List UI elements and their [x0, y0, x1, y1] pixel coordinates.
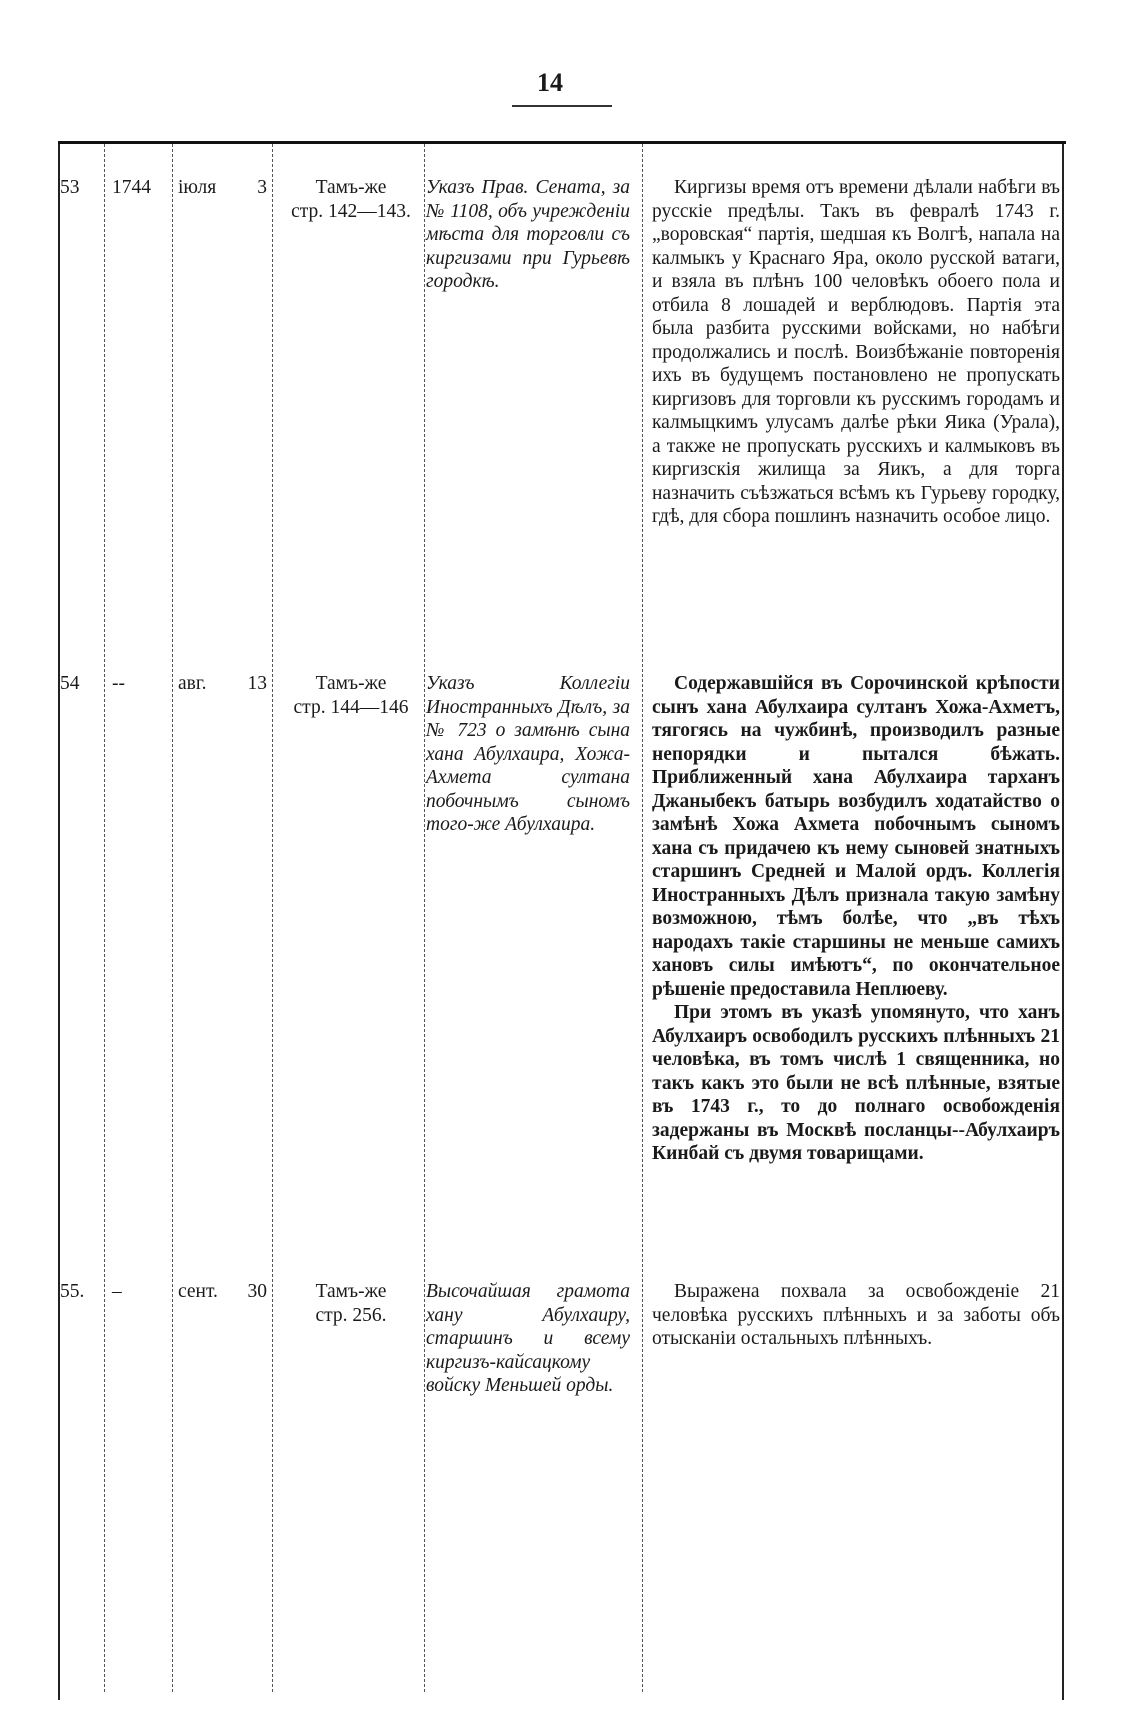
- reference-source: Тамъ-же: [315, 1281, 387, 1302]
- column-divider-year: [172, 144, 173, 1692]
- page-number: 14: [537, 68, 563, 97]
- column-divider-document: [642, 144, 643, 1692]
- entry-reference: [278, 672, 424, 719]
- reference-source: Тамъ-же: [315, 177, 387, 198]
- entry-content: [652, 176, 1060, 529]
- content-paragraph: Киргизы время отъ времени дѣлали набѣги въ русскіе предѣлы. Такъ въ февралѣ 1743 г. „воровская“ партія, шедшая къ Волгѣ, напала на калмыкъ у Краснаго Яра, около русской ватаги, и взяла въ плѣнъ 100 человѣкъ обоего пола и отбила 8 лошадей и верблюдовъ. Партія эта была разбита русскими войсками, но набѣги продолжались и послѣ. Воизбѣжаніе повторенія ихъ въ будущемъ постановлено не пропускать киргизовъ для торговли къ русскимъ городамъ и калмыцкимъ улусамъ далѣе рѣки Яика (Урала), а также не пропускать русскихъ и калмыковъ въ киргизскія жилища за Яикъ, а для торга назначить съѣзжаться всѣмъ къ Гурьеву городку, гдѣ, для сбора пошлинъ назначить особое лицо.: [652, 177, 1060, 527]
- entry-day: 30: [247, 1281, 267, 1302]
- entry-year: 1744: [112, 177, 151, 198]
- entry-document: Высочайшая грамота хану Абулхаиру, старшинъ и всему киргизъ-кайсацкому войску Меньшей орды.: [426, 1281, 630, 1396]
- entry-year: –: [112, 1281, 122, 1302]
- entry-month: іюля: [178, 177, 217, 198]
- entry-number: 53: [60, 177, 80, 198]
- entry-year: --: [112, 673, 125, 694]
- content-paragraph: При этомъ въ указѣ упомянуто, что ханъ Абулхаиръ освободилъ русскихъ плѣнныхъ 21 человѣка, въ томъ числѣ 1 священника, но такъ какъ это были не всѣ плѣнные, взятые въ 1743 г., то до полнаго освобожденія задержаны въ Москвѣ посланцы--Абулхаиръ Кинбай съ двумя товарищами.: [652, 1002, 1060, 1164]
- entry-day: 3: [257, 177, 267, 198]
- table-right-border: [1062, 144, 1064, 1700]
- column-divider-reference: [424, 144, 425, 1692]
- table-left-border: [58, 144, 60, 1700]
- reference-pages: стр. 256.: [315, 1304, 387, 1326]
- entry-month: авг.: [178, 673, 207, 694]
- entry-reference: [278, 176, 424, 223]
- entry-month: сент.: [178, 1281, 218, 1302]
- table-top-rule: [58, 141, 1066, 144]
- entry-day: 13: [247, 673, 267, 694]
- entry-document: Указъ Прав. Сената, за № 1108, объ учрежденіи мѣста для торговли съ киргизами при Гурьевѣ городкѣ.: [426, 177, 630, 292]
- column-divider-number: [104, 144, 105, 1692]
- page-number-underline: [512, 105, 612, 107]
- entry-document: Указъ Коллегіи Иностранныхъ Дѣлъ, за № 723 о замѣнѣ сына хана Абулхаира, Хожа-Ахмета султана побочнымъ сыномъ того-же Абулхаира.: [426, 673, 630, 835]
- column-divider-date: [272, 144, 273, 1692]
- content-paragraph: Выражена похвала за освобожденіе 21 человѣка русскихъ плѣнныхъ и за заботы объ отысканіи остальныхъ плѣнныхъ.: [652, 1281, 1060, 1349]
- reference-source: Тамъ-же: [315, 673, 387, 694]
- content-paragraph: Содержавшійся въ Сорочинской крѣпости сынъ хана Абулхаира султанъ Хожа-Ахметъ, тягогясь на чужбинѣ, производилъ разные непорядки и пытался бѣжать. Приближенный хана Абулхаира тарханъ Джаныбекъ батырь возбудилъ ходатайство о замѣнѣ Хожа Ахмета побочнымъ сыномъ хана съ придачею къ нему сыновей знатныхъ старшинъ Средней и Малой ордъ. Коллегія Иностранныхъ Дѣлъ признала такую замѣну возможною, тѣмъ болѣе, что „въ тѣхъ народахъ такіе старшины не меньше самихъ хановъ силы имѣютъ“, по окончательное рѣшеніе предоставила Неплюеву.: [652, 673, 1060, 1000]
- reference-pages: стр. 144—146: [293, 696, 409, 718]
- entry-content: [652, 1280, 1060, 1351]
- entry-number: 54: [60, 673, 80, 694]
- reference-pages: стр. 142—143.: [291, 200, 411, 222]
- entry-reference: [278, 1280, 424, 1327]
- entry-number: 55.: [60, 1281, 85, 1302]
- entry-content: [652, 672, 1060, 1166]
